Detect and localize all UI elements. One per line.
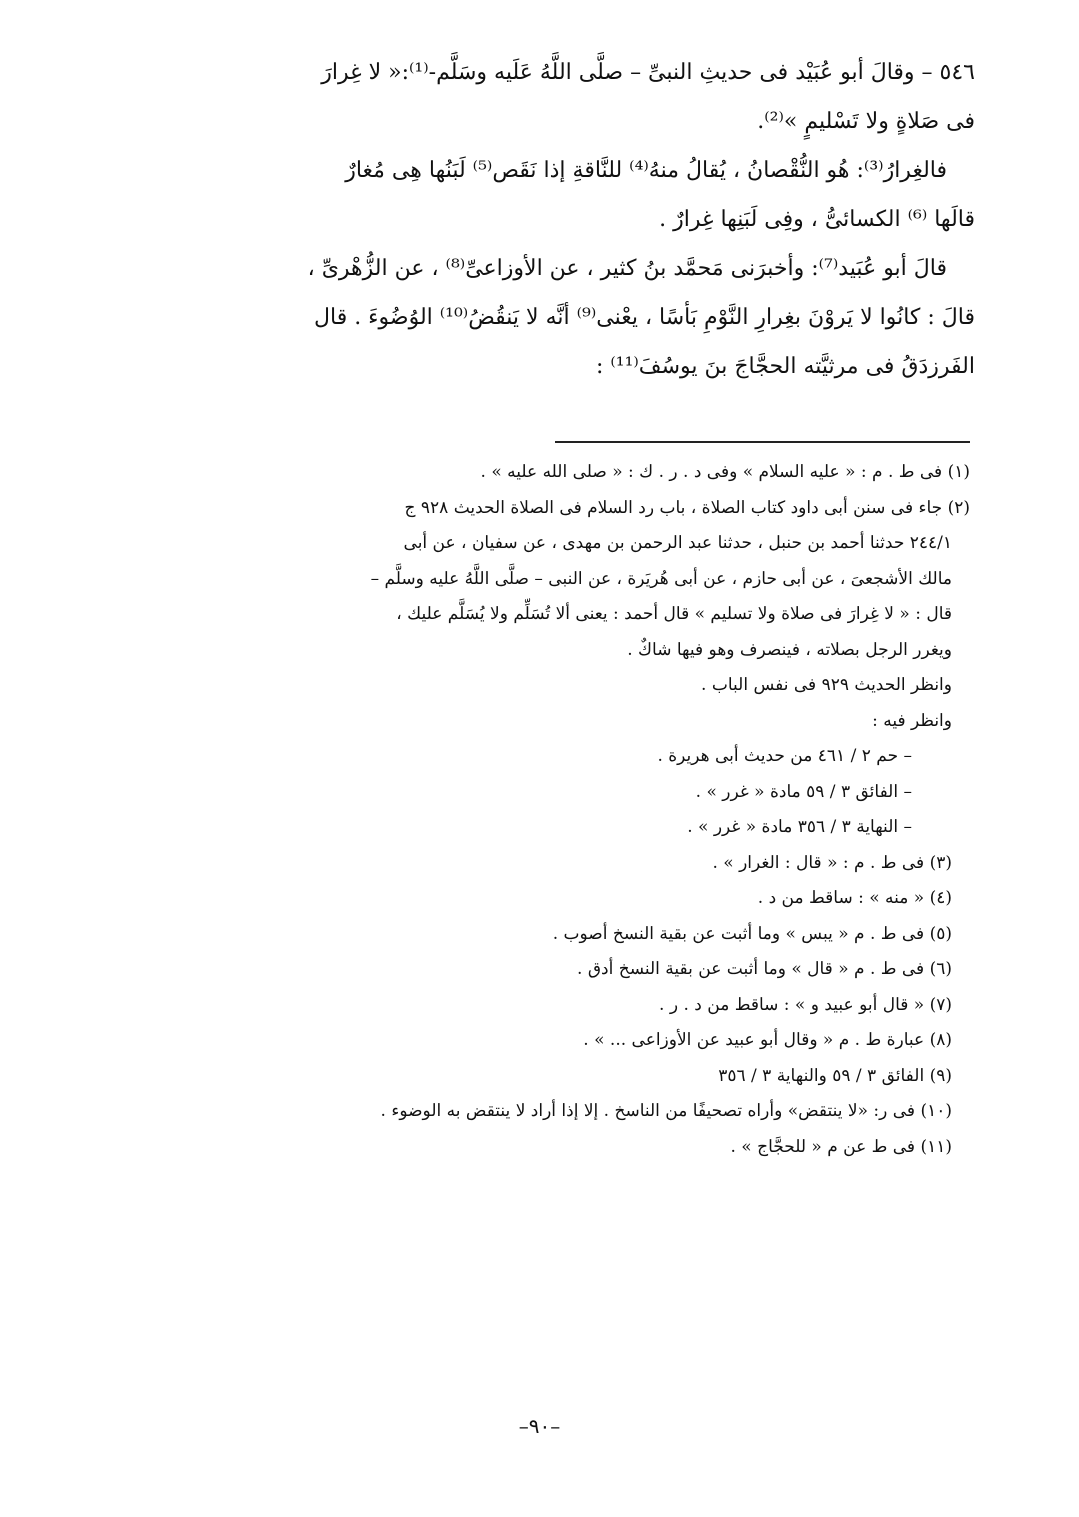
footnote-11: (١١) فى ط عن م « للحجَّاج » . <box>730 1136 952 1157</box>
footnote-8: (٨) عبارة ط . م « وقال أبو عبيد عن الأوزاعى ... » . <box>583 1030 952 1050</box>
main-line: ٥٤٦ – وقالَ أبو عُبَيْد فى حديثِ النبىِّ – صلَّى اللَّهُ عَلَيه وسَلَّم-⁽¹⁾:« لا غِرارَ <box>321 60 975 85</box>
footnote-6: (٦) فى ط . م « قال » وما أثبت عن بقية النسخ أدق . <box>577 959 952 979</box>
main-text <box>190 48 975 391</box>
footnote-7: (٧) « قال أبو عبيد و » : ساقط من د . ر . <box>659 994 952 1015</box>
footnote-2-line: وانظر الحديث ٩٢٩ فى نفس الباب . <box>701 675 952 695</box>
main-line: فى صَلاةٍ ولا تَسْليمٍ »⁽²⁾. <box>757 109 975 134</box>
footnote-2-line: ٢٤٤/١ حدثنا أحمد بن حنبل ، حدثنا عبد الرحمن بن مهدى ، عن سفيان ، عن أبى <box>403 533 952 553</box>
footnote-2-line: قال : « لا غِرارَ فى صلاة ولا تسليم » قال أحمد : يعنى ألا تُسَلِّم ولا يُسَلَّم عليك ، <box>396 604 952 624</box>
main-line: فالغِرارُ⁽³⁾: هُو النُّقْصانُ ، يُقالُ منهُ⁽⁴⁾ للنَّاقةِ إذا نَقَص⁽⁵⁾ لَبَنُها هِى مُغارٌ <box>345 158 947 183</box>
footnote-2-line: مالك الأشجعىَ ، عن أبى حازم ، عن أبى هُريَرة ، عن النبى – صلَّى اللَّهُ عليه وسلَّم – <box>370 568 952 589</box>
main-line: قالَ : كانُوا لا يَروْنَ بغِرارِ النَّوْمِ بَأسًا ، يعْنى⁽⁹⁾ أنَّه لا يَنقُضُ⁽¹⁰⁾ الوُضُوءَ . قال <box>314 305 975 330</box>
footnote-2-reference: – الفائق ٣ / ٥٩ مادة « غرر » . <box>695 781 912 802</box>
footnote-2-reference: – النهاية ٣ / ٣٥٦ مادة « غرر » . <box>687 817 912 837</box>
main-line: الفَرزدَقُ فى مرثيَّته الحجَّاجَ بنَ يوسُفَ⁽¹¹⁾ : <box>595 354 975 379</box>
footnote-3: (٣) فى ط . م : « قال : الغرار » . <box>712 852 952 873</box>
page-number: –٩٠– <box>518 1414 561 1438</box>
footnote-10: (١٠) فى ر: «لا ينتقض» وأراه تصحيفًا من الناسخ . إلا إذا أراد لا ينتقض به الوضوء . <box>380 1101 952 1121</box>
footnote-divider <box>555 441 970 443</box>
footnotes <box>200 455 970 1165</box>
main-line: قالَ أبو عُبَيد⁽⁷⁾: وأخبرَنى مَحمَّد بنُ كثير ، عن الأوزاعىِّ⁽⁸⁾ ، عن الزُّهْرىِّ ، <box>307 256 947 281</box>
footnote-2-line: ويغرر الرجل بصلاته ، فينصرف وهو فيها شاكٌ . <box>627 639 952 660</box>
footnote-2-reference: – حم ٢ / ٤٦١ من حديث أبى هريرة . <box>657 746 912 766</box>
footnote-4: (٤) « منه » : ساقط من د . <box>757 888 952 908</box>
footnote-2-line: وانظر فيه : <box>872 710 952 731</box>
footnote-9: (٩) الفائق ٣ / ٥٩ والنهاية ٣ / ٣٥٦ <box>718 1065 952 1086</box>
footnote-1: (١) فى ط . م : « عليه السلام » وفى د . ر . ك : « صلى الله عليه » . <box>480 462 970 482</box>
footnote-5: (٥) فى ط . م « يبس » وما أثبت عن بقية النسخ أصوب . <box>552 923 952 944</box>
footnote-2: (٢) جاء فى سنن أبى داود كتاب الصلاة ، باب رد السلام فى الصلاة الحديث ٩٢٨ ج <box>404 497 970 518</box>
main-line: قالَها ⁽⁶⁾ الكسائىُّ ، وفِى لَبَنِها غِرارٌ . <box>659 207 975 232</box>
